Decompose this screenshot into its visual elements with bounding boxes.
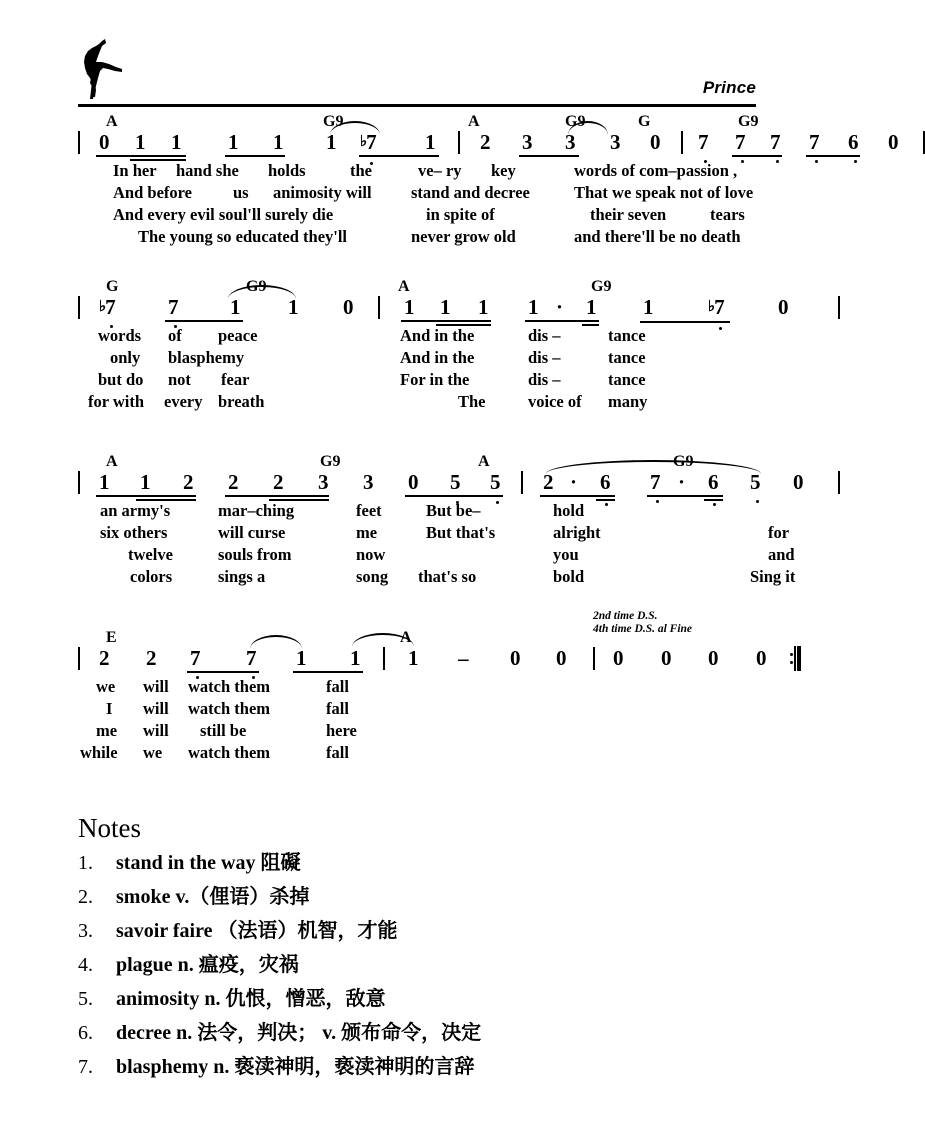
lyric: feet xyxy=(356,501,382,520)
lyric: hand she xyxy=(176,161,239,180)
lyric: we xyxy=(143,743,163,762)
lyric: colors xyxy=(130,567,173,586)
repeat-dot xyxy=(790,661,793,664)
lyric: tears xyxy=(710,205,745,224)
note-row xyxy=(78,130,899,160)
lyric: words xyxy=(98,326,142,345)
note: 3 xyxy=(565,130,576,154)
lyric-line xyxy=(78,325,758,347)
note: 1 xyxy=(404,295,415,319)
barline xyxy=(378,296,380,319)
note: 2 xyxy=(273,470,284,494)
chord-row xyxy=(78,277,758,295)
note: 1 xyxy=(288,295,299,319)
lyric-line xyxy=(78,500,758,522)
lyric: And before xyxy=(113,183,192,202)
lyric: I xyxy=(106,699,113,718)
lyric: their seven xyxy=(590,205,667,224)
note-number: 5. xyxy=(78,988,93,1010)
note-item xyxy=(78,916,768,950)
note: 2 xyxy=(146,646,157,670)
chord-symbol: G9 xyxy=(323,113,344,130)
beam xyxy=(225,155,285,157)
lyric-line xyxy=(78,369,758,391)
lyric: for with xyxy=(88,392,145,411)
beam xyxy=(525,320,599,322)
note: 1 xyxy=(99,470,110,494)
note: 1 xyxy=(440,295,451,319)
note: 7 xyxy=(168,295,179,319)
note-item xyxy=(78,1052,768,1086)
lyric-line xyxy=(78,347,758,369)
note-text: decree n. 法令，判决； v. 颁布命令，决定 xyxy=(116,1022,482,1044)
notes-section xyxy=(78,812,768,1086)
lyric-line xyxy=(78,676,758,698)
chord-symbol: G9 xyxy=(673,453,694,470)
note-text: plague n. 瘟疫，灾祸 xyxy=(116,954,299,976)
note-dash: – xyxy=(458,646,469,670)
lyric: mar–ching xyxy=(218,501,295,520)
beam xyxy=(225,495,329,497)
music-system-1 xyxy=(78,112,899,248)
note-number: 7. xyxy=(78,1056,93,1078)
note-item xyxy=(78,882,768,916)
beam xyxy=(187,671,259,673)
barline xyxy=(838,296,840,319)
lyric: dis – xyxy=(528,370,561,389)
note-row xyxy=(78,295,789,325)
lyric: not xyxy=(168,370,191,389)
chord-row xyxy=(78,628,758,646)
lyric: that's so xyxy=(418,567,477,586)
note: 5 xyxy=(490,470,501,494)
note: 3 xyxy=(363,470,374,494)
music-system-2 xyxy=(78,277,789,413)
beam xyxy=(96,155,186,157)
lyric: breath xyxy=(218,392,265,411)
lyric: me xyxy=(356,523,378,542)
lyric-line xyxy=(78,182,758,204)
beam xyxy=(806,155,860,157)
note: 0 xyxy=(510,646,521,670)
lyric: but do xyxy=(98,370,144,389)
note: 2 xyxy=(480,130,491,154)
note-item xyxy=(78,984,768,1018)
lyric: bold xyxy=(553,567,585,586)
chord-symbol: A xyxy=(106,453,118,470)
lyric: hold xyxy=(553,501,585,520)
lyric-line xyxy=(78,742,758,764)
lyric: of xyxy=(168,326,182,345)
note-text: animosity n. 仇恨，憎恶，敌意 xyxy=(116,988,386,1010)
beam xyxy=(359,155,439,157)
chord-symbol: A xyxy=(400,629,412,646)
note: 7 xyxy=(246,646,257,670)
barline xyxy=(78,647,80,670)
note: 7 xyxy=(190,646,201,670)
lyric: And every evil soul'll surely die xyxy=(113,205,334,224)
lyric: key xyxy=(491,161,516,180)
lyric: souls from xyxy=(218,545,292,564)
lyric: the xyxy=(350,161,372,180)
lyric: For in the xyxy=(400,370,470,389)
note-item xyxy=(78,848,768,882)
lyric: watch them xyxy=(188,743,271,762)
lyric: me xyxy=(96,721,118,740)
lyric: watch them xyxy=(188,677,271,696)
lyric: many xyxy=(608,392,648,411)
lyrics-block xyxy=(78,676,758,764)
lyric: But that's xyxy=(426,523,496,542)
note: 1 xyxy=(140,470,151,494)
barline xyxy=(78,131,80,154)
lyric-line xyxy=(78,720,758,742)
lyric: and xyxy=(768,545,795,564)
note: 7 xyxy=(698,130,709,154)
lyrics-block xyxy=(78,160,758,248)
note: · xyxy=(570,470,578,494)
barline xyxy=(838,471,840,494)
note: 6 xyxy=(708,470,719,494)
note: 1 xyxy=(228,130,239,154)
note-item xyxy=(78,950,768,984)
lyric: never grow old xyxy=(411,227,516,246)
note-number: 3. xyxy=(78,920,93,942)
note: 3 xyxy=(318,470,329,494)
note: 5 xyxy=(750,470,761,494)
music-system-4 xyxy=(78,610,767,764)
chord-symbol: G xyxy=(638,113,651,130)
barline xyxy=(78,471,80,494)
note: 1 xyxy=(528,295,539,319)
beam xyxy=(640,321,730,323)
lyric: and there'll be no death xyxy=(574,227,741,246)
octave-dot xyxy=(815,160,818,163)
note: 1 xyxy=(171,130,182,154)
lyric: voice of xyxy=(528,392,582,411)
lyric: That we speak not of love xyxy=(574,183,754,202)
header-divider xyxy=(78,104,756,107)
note: 0 xyxy=(888,130,899,154)
barline xyxy=(593,647,595,670)
lyric: an army's xyxy=(100,501,171,520)
lyric: we xyxy=(96,677,116,696)
barline-thin xyxy=(794,646,796,671)
barline xyxy=(458,131,460,154)
note-item xyxy=(78,1018,768,1052)
lyric-line xyxy=(78,522,790,544)
lyric: still be xyxy=(200,721,247,740)
lyric: Sing it xyxy=(750,567,796,586)
lyric: tance xyxy=(608,326,646,345)
barline xyxy=(78,296,80,319)
note: 2 xyxy=(183,470,194,494)
note: 6 xyxy=(848,130,859,154)
note: 2 xyxy=(99,646,110,670)
lyric: six others xyxy=(100,523,168,542)
lyric: every xyxy=(164,392,203,411)
lyric: will curse xyxy=(218,523,286,542)
lyric-line xyxy=(78,204,758,226)
chord-symbol: A xyxy=(478,453,490,470)
note: 0 xyxy=(650,130,661,154)
lyric: sings a xyxy=(218,567,266,586)
note: 2 xyxy=(228,470,239,494)
note: 1 xyxy=(586,295,597,319)
note-text: smoke v.（俚语）杀掉 xyxy=(116,886,310,908)
note: 1 xyxy=(135,130,146,154)
chord-symbol: G xyxy=(106,278,119,295)
lyric: will xyxy=(143,721,169,740)
note: 1 xyxy=(425,130,436,154)
lyric: The young so educated they'll xyxy=(138,227,348,246)
lyric: will xyxy=(143,699,169,718)
beam xyxy=(96,495,196,497)
beam xyxy=(405,495,503,497)
octave-dot xyxy=(776,160,779,163)
note: 6 xyxy=(600,470,611,494)
lyric: fall xyxy=(326,743,349,762)
ds-line-1: 2nd time D.S. xyxy=(593,610,658,622)
beam xyxy=(401,320,491,322)
lyric-line xyxy=(78,226,758,248)
repeat-dot xyxy=(790,653,793,656)
note: ♭7 xyxy=(360,130,377,154)
lyric-line xyxy=(78,391,758,413)
lyric: you xyxy=(553,545,579,564)
chord-row xyxy=(78,112,758,130)
chord-symbol: G9 xyxy=(738,113,759,130)
lyric: holds xyxy=(268,161,306,180)
note: 0 xyxy=(756,646,767,670)
chord-symbol: A xyxy=(398,278,410,295)
chord-symbol: G9 xyxy=(565,113,586,130)
barline xyxy=(681,131,683,154)
note: 1 xyxy=(408,646,419,670)
lyric-line xyxy=(78,566,796,588)
note: 0 xyxy=(793,470,804,494)
repeat-barline xyxy=(790,646,801,671)
note-number: 1. xyxy=(78,852,93,874)
lyric: twelve xyxy=(128,545,173,564)
page-header xyxy=(78,38,756,106)
lyric: And in the xyxy=(400,348,475,367)
lyric: tance xyxy=(608,370,646,389)
dancer-silhouette-icon xyxy=(78,38,124,100)
note: 0 xyxy=(661,646,672,670)
note: 5 xyxy=(450,470,461,494)
lyric: fall xyxy=(326,677,349,696)
chord-symbol: A xyxy=(468,113,480,130)
beam xyxy=(293,671,363,673)
lyric: In her xyxy=(113,161,157,180)
note: 3 xyxy=(610,130,621,154)
lyric: fall xyxy=(326,699,349,718)
composer-credit: Prince xyxy=(702,78,756,97)
lyric: alright xyxy=(553,523,601,542)
beam xyxy=(540,495,615,497)
beam xyxy=(165,320,243,322)
lyric: for xyxy=(768,523,790,542)
note: 0 xyxy=(708,646,719,670)
note: ♭7 xyxy=(99,295,116,319)
lyric: stand and decree xyxy=(411,183,530,202)
lyrics-block xyxy=(78,500,796,588)
ds-line-2: 4th time D.S. al Fine xyxy=(593,623,693,635)
lyric: fear xyxy=(221,370,250,389)
note: 7 xyxy=(770,130,781,154)
note-text: stand in the way 阻礙 xyxy=(116,852,301,874)
chord-symbol: A xyxy=(106,113,118,130)
note: 7 xyxy=(809,130,820,154)
lyric: dis – xyxy=(528,348,561,367)
note: · xyxy=(678,470,686,494)
note: ♭7 xyxy=(708,295,725,319)
lyric: tance xyxy=(608,348,646,367)
note-text: savoir faire （法语）机智，才能 xyxy=(116,920,398,942)
note: 0 xyxy=(556,646,567,670)
note: 0 xyxy=(778,295,789,319)
note: · xyxy=(556,295,564,319)
note: 7 xyxy=(735,130,746,154)
note-row xyxy=(78,646,767,676)
barline-thick xyxy=(797,646,801,671)
chord-symbol: G9 xyxy=(320,453,341,470)
lyric: us xyxy=(233,183,249,202)
notes-heading: Notes xyxy=(78,813,141,843)
note: 1 xyxy=(478,295,489,319)
note-number: 4. xyxy=(78,954,93,976)
octave-dot xyxy=(854,160,857,163)
lyrics-block xyxy=(78,325,758,413)
chord-symbol: G9 xyxy=(591,278,612,295)
lyric: while xyxy=(80,743,118,762)
lyric: in spite of xyxy=(426,205,495,224)
lyric: here xyxy=(326,721,357,740)
chord-symbol: G9 xyxy=(246,278,267,295)
lyric: watch them xyxy=(188,699,271,718)
music-system-3 xyxy=(78,452,804,588)
note-number: 6. xyxy=(78,1022,93,1044)
lyric-line xyxy=(78,544,795,566)
note: 2 xyxy=(543,470,554,494)
lyric: peace xyxy=(218,326,258,345)
lyric: But be– xyxy=(426,501,481,520)
note: 0 xyxy=(343,295,354,319)
note: 1 xyxy=(643,295,654,319)
note: 3 xyxy=(522,130,533,154)
lyric: now xyxy=(356,545,386,564)
note: 1 xyxy=(273,130,284,154)
note-number: 2. xyxy=(78,886,93,908)
beam xyxy=(519,155,579,157)
lyric: only xyxy=(110,348,141,367)
lyric: will xyxy=(143,677,169,696)
lyric: And in the xyxy=(400,326,475,345)
lyric: words of com–passion , xyxy=(574,161,738,180)
lyric: dis – xyxy=(528,326,561,345)
lyric: ve– ry xyxy=(418,161,462,180)
lyric: animosity will xyxy=(273,183,372,202)
lyric: blasphemy xyxy=(168,348,245,367)
note: 7 xyxy=(650,470,661,494)
note: 1 xyxy=(326,130,337,154)
note-text: blasphemy n. 亵渎神明，亵渎神明的言辞 xyxy=(116,1056,475,1078)
beam xyxy=(732,155,782,157)
lyric: The xyxy=(458,392,486,411)
note: 0 xyxy=(613,646,624,670)
barline xyxy=(383,647,385,670)
note: 1 xyxy=(296,646,307,670)
beam xyxy=(647,495,723,497)
barline xyxy=(521,471,523,494)
lyric: song xyxy=(356,567,389,586)
lyric-line xyxy=(78,160,758,182)
note: 0 xyxy=(408,470,419,494)
note: 1 xyxy=(350,646,361,670)
note: 0 xyxy=(99,130,110,154)
chord-symbol: E xyxy=(106,629,117,646)
note-row xyxy=(78,470,804,500)
note: 1 xyxy=(230,295,241,319)
lyric-line xyxy=(78,698,758,720)
